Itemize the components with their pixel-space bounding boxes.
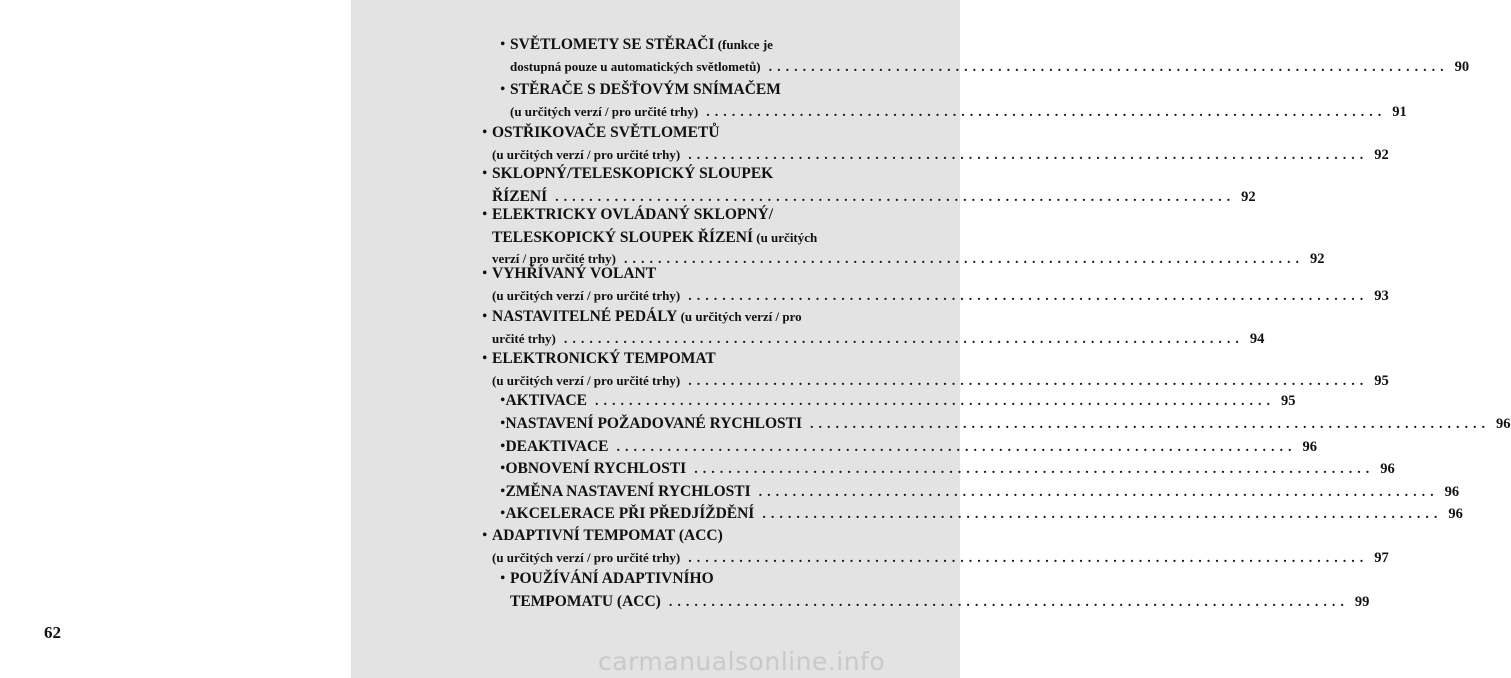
bullet: • <box>500 438 506 455</box>
toc-line <box>482 124 720 142</box>
toc-page-number: 93 <box>1374 287 1389 304</box>
toc-entry-text: (u určitých verzí / pro určité trhy) <box>492 372 681 388</box>
toc-line <box>482 350 716 368</box>
toc-line <box>500 483 1460 501</box>
toc-line <box>500 505 1463 523</box>
toc-line <box>492 187 1256 206</box>
toc-entry-text: NASTAVITELNÉ PEDÁLY <box>492 308 678 325</box>
toc-page-number: 96 <box>1302 439 1318 455</box>
toc-entry-text: SKLOPNÝ/TELESKOPICKÝ SLOUPEK <box>492 165 774 182</box>
toc-line <box>492 330 1265 348</box>
toc-entry-text: VYHŘÍVANÝ VOLANT <box>492 265 657 282</box>
toc-page-number: 92 <box>1309 251 1325 267</box>
bullet: • <box>500 483 506 500</box>
toc-entry-text: (u určitých verzí / pro určité trhy) <box>492 549 681 565</box>
toc-entry-text: STĚRAČE S DEŠŤOVÝM SNÍMAČEM <box>510 81 781 98</box>
dot-leader: ................................................................................ <box>706 104 1387 120</box>
toc-line <box>510 592 1370 611</box>
bullet: • <box>500 460 506 477</box>
toc-page-number: 96 <box>1448 506 1463 522</box>
toc-line <box>492 229 817 247</box>
toc-line <box>500 438 1318 456</box>
toc-line <box>500 36 773 54</box>
toc-line <box>482 265 656 283</box>
toc-entry-note: (funkce je <box>714 37 773 52</box>
dot-leader: ................................................................................ <box>694 462 1375 477</box>
toc-entry-text: DEAKTIVACE <box>505 438 609 455</box>
dot-leader: ................................................................................ <box>555 189 1236 205</box>
toc-page-number: 96 <box>1444 484 1460 500</box>
bullet: • <box>482 527 488 544</box>
toc-line <box>492 372 1389 390</box>
dot-leader: ................................................................................ <box>616 440 1297 455</box>
toc-entry-text: ŘÍZENÍ <box>492 187 548 205</box>
toc-line <box>492 146 1389 164</box>
toc-line <box>500 415 1511 433</box>
dot-leader: ................................................................................ <box>688 147 1369 163</box>
toc-entry-text: SVĚTLOMETY SE STĚRAČI <box>510 36 715 53</box>
toc-entry-text: (u určitých verzí / pro určité trhy) <box>492 287 681 303</box>
toc-entry-text: verzí / pro určité trhy) <box>492 251 616 266</box>
bullet: • <box>482 206 488 223</box>
toc-entry-text: AKCELERACE PŘI PŘEDJÍŽDĚNÍ <box>505 505 755 522</box>
toc-page-number: 94 <box>1249 330 1265 347</box>
toc-line <box>510 58 1470 76</box>
toc-page-number: 90 <box>1454 58 1470 75</box>
watermark: carmanualsonline.info <box>598 647 886 676</box>
toc-line <box>500 570 714 588</box>
toc-entry-text: ADAPTIVNÍ TEMPOMAT (ACC) <box>492 527 723 544</box>
toc-entry-text: AKTIVACE <box>505 392 587 409</box>
dot-leader: ................................................................................ <box>668 594 1349 610</box>
toc-line <box>482 527 723 545</box>
toc-entry-text: OSTŘIKOVAČE SVĚTLOMETŮ <box>492 124 720 141</box>
dot-leader: ................................................................................ <box>688 288 1369 304</box>
toc-page-number: 96 <box>1380 461 1395 477</box>
toc-entry-text: ELEKTRICKY OVLÁDANÝ SKLOPNÝ/ <box>492 206 774 223</box>
toc-entry-text: ELEKTRONICKÝ TEMPOMAT <box>492 350 716 367</box>
toc-page-number: 92 <box>1374 146 1389 163</box>
page-number: 62 <box>44 623 61 642</box>
toc-entry-text: ZMĚNA NASTAVENÍ RYCHLOSTI <box>505 483 751 500</box>
toc-line <box>482 206 773 224</box>
bullet: • <box>500 81 506 98</box>
toc-entry-text: (u určitých verzí / pro určité trhy) <box>510 103 699 119</box>
toc-entry-text: POUŽÍVÁNÍ ADAPTIVNÍHO <box>510 570 714 587</box>
toc-entry-text: určité trhy) <box>492 330 556 346</box>
toc-page-number: 92 <box>1241 188 1256 205</box>
bullet: • <box>482 350 488 367</box>
toc-line <box>500 81 781 99</box>
toc-entry-note: (u určitých verzí / pro <box>677 309 802 324</box>
toc-line <box>492 287 1389 305</box>
bullet: • <box>482 265 488 282</box>
toc-page-number: 99 <box>1354 593 1370 610</box>
toc-line <box>510 103 1407 121</box>
toc-entry-text: (u určitých verzí / pro určité trhy) <box>492 146 681 162</box>
dot-leader: ................................................................................ <box>758 485 1439 500</box>
toc-page-number: 97 <box>1374 549 1389 566</box>
bullet: • <box>482 308 488 325</box>
toc-entry-text: OBNOVENÍ RYCHLOSTI <box>505 460 687 477</box>
bullet: • <box>500 392 506 409</box>
dot-leader: ................................................................................ <box>768 59 1449 75</box>
dot-leader: ................................................................................ <box>810 417 1491 432</box>
toc-line <box>482 308 802 326</box>
bullet: • <box>500 505 506 522</box>
toc-entry-text: dostupná pouze u automatických světlometů) <box>510 58 761 74</box>
toc-line <box>500 392 1296 410</box>
bullet: • <box>482 165 488 182</box>
toc-line <box>492 549 1389 567</box>
bullet: • <box>500 570 506 587</box>
dot-leader: ................................................................................ <box>688 373 1369 389</box>
bullet: • <box>500 36 506 53</box>
toc-entry-text: TELESKOPICKÝ SLOUPEK ŘÍZENÍ <box>492 228 753 246</box>
dot-leader: ................................................................................ <box>623 252 1304 267</box>
toc-entry-text: NASTAVENÍ POŽADOVANÉ RYCHLOSTI <box>505 415 803 432</box>
dot-leader: ................................................................................ <box>594 394 1275 409</box>
dot-leader: ................................................................................ <box>563 331 1244 347</box>
toc-page-number: 91 <box>1392 103 1407 120</box>
toc-page-number: 96 <box>1496 416 1511 432</box>
toc-page-number: 95 <box>1374 372 1389 389</box>
toc-page-number: 95 <box>1280 393 1296 409</box>
toc-entry-text: TEMPOMATU (ACC) <box>510 592 661 610</box>
toc-line <box>482 165 773 183</box>
toc-entry-note: (u určitých <box>752 229 818 245</box>
bullet: • <box>500 415 506 432</box>
dot-leader: ................................................................................ <box>688 550 1369 566</box>
dot-leader: ................................................................................ <box>762 507 1443 522</box>
bullet: • <box>482 124 488 141</box>
toc-line <box>500 460 1395 478</box>
